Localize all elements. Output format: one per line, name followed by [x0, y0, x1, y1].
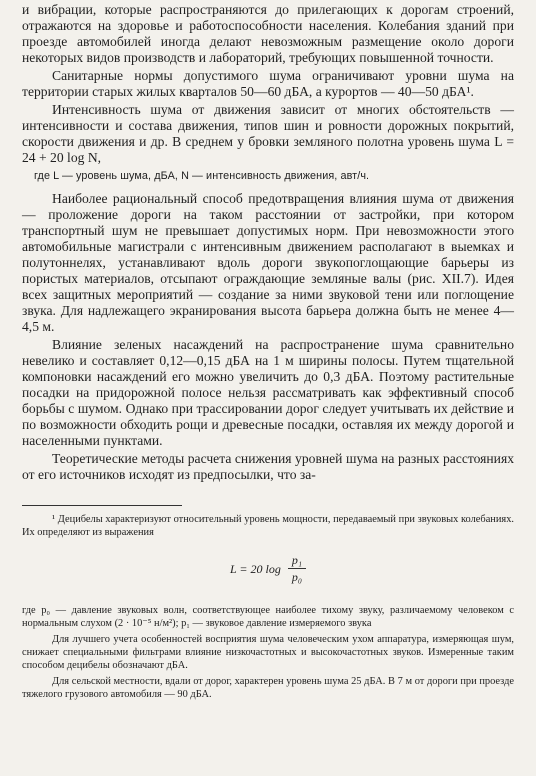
decibel-formula — [22, 553, 514, 587]
paragraph-theoretical-methods: Теоретические методы расчета снижения уровней шума на разных расстояниях от его источников исходят из предпосылки, что за- — [22, 451, 514, 482]
footnote-dba-paragraph: Для лучшего учета особенностей восприятия шума человеческим ухом аппаратура, измеряющая шум, снижает специальными фильтрами влияние низкочастотных и высокочастотных звуков. Измеренные таким способом децибелы обозначают дБА. — [22, 634, 514, 671]
book-page — [22, 2, 514, 774]
paragraph-vibration: и вибрации, которые распространяются до прилегающих к дорогам строений, отражаются на здоровье и работоспособности населения. Колебания зданий при проезде автомобилей иногда делают невозможным размещение около дороги некоторых видов производств и лабораторий, требующих повышенной точности. — [22, 2, 514, 65]
formula-fraction — [288, 553, 306, 584]
paragraph-sanitary-norms: Санитарные нормы допустимого шума ограничивают уровни шума на территории старых жилых кварталов 50—60 дБА, а курортов — 40—50 дБА¹. — [22, 68, 514, 99]
paragraph-noise-intensity: Интенсивность шума от движения зависит от многих обстоятельств — интенсивности и состава движения, типов шин и ровности дорожных покрытий, скорости движения и др. В среднем у бровки земляного полотна уровень шума L = 24 + 20 log N, — [22, 102, 514, 165]
paragraph-green-plantings: Влияние зеленых насаждений на распространение шума сравнительно невелико и составляет 0,12—0,15 дБА на 1 м ширины полосы. Путем тщательной компоновки насаждений его можно увеличить до 0,3 дБА. Поэтому растительные посадки на придорожной полосе нельзя рассматривать как эффективный способ борьбы с шумом. Однако при трассировании дорог следует учитывать их действие и по возможности обходить рощи и древесные посадки, оставляя их между дорогой и населенными пунктами. — [22, 337, 514, 448]
footnote-intro: ¹ Децибелы характеризуют относительный уровень мощности, передаваемый при звуковых колебаниях. Их определяют из выражения — [22, 514, 514, 538]
footnote-rural-paragraph: Для сельской местности, вдали от дорог, характерен уровень шума 25 дБА. В 7 м от дороги при проезде тяжелого грузового автомобиля — 90 дБА. — [22, 676, 514, 700]
footnote-separator — [22, 505, 182, 506]
formula-explanation: где L — уровень шума, дБА, N — интенсивность движения, авт/ч. — [34, 170, 370, 182]
paragraph-rational-method: Наиболее рациональный способ предотвращения влияния шума от движения — проложение дороги на таком расстоянии от застройки, при котором транспортный шум не превышает допустимых норм. При невозможности этого автомобильные магистрали с интенсивным движением располагают в выемках и полутоннелях, устанавливают вдоль дороги звукопоглощающие барьеры из пористых материалов, отсыпают ограждающие земляные валы (рис. XII.7). Идея всех защитных мероприятий — создание за ними звуковой тени или поглощение звука. Для надлежащего экранирования высота барьера должна быть не менее 4—4,5 м. — [22, 191, 514, 334]
formula-lhs: L = 20 log — [229, 561, 281, 576]
formula-denominator: p₀ — [291, 570, 303, 585]
formula-numerator: p₁ — [288, 553, 306, 569]
footnote-definition: где p₀ — давление звуковых волн, соответствующее наиболее тихому звуку, различаемому человеком с нормальным слухом (2 · 10⁻⁵ н/м²); p₁ — звуковое давление измеряемого звука — [22, 605, 514, 629]
